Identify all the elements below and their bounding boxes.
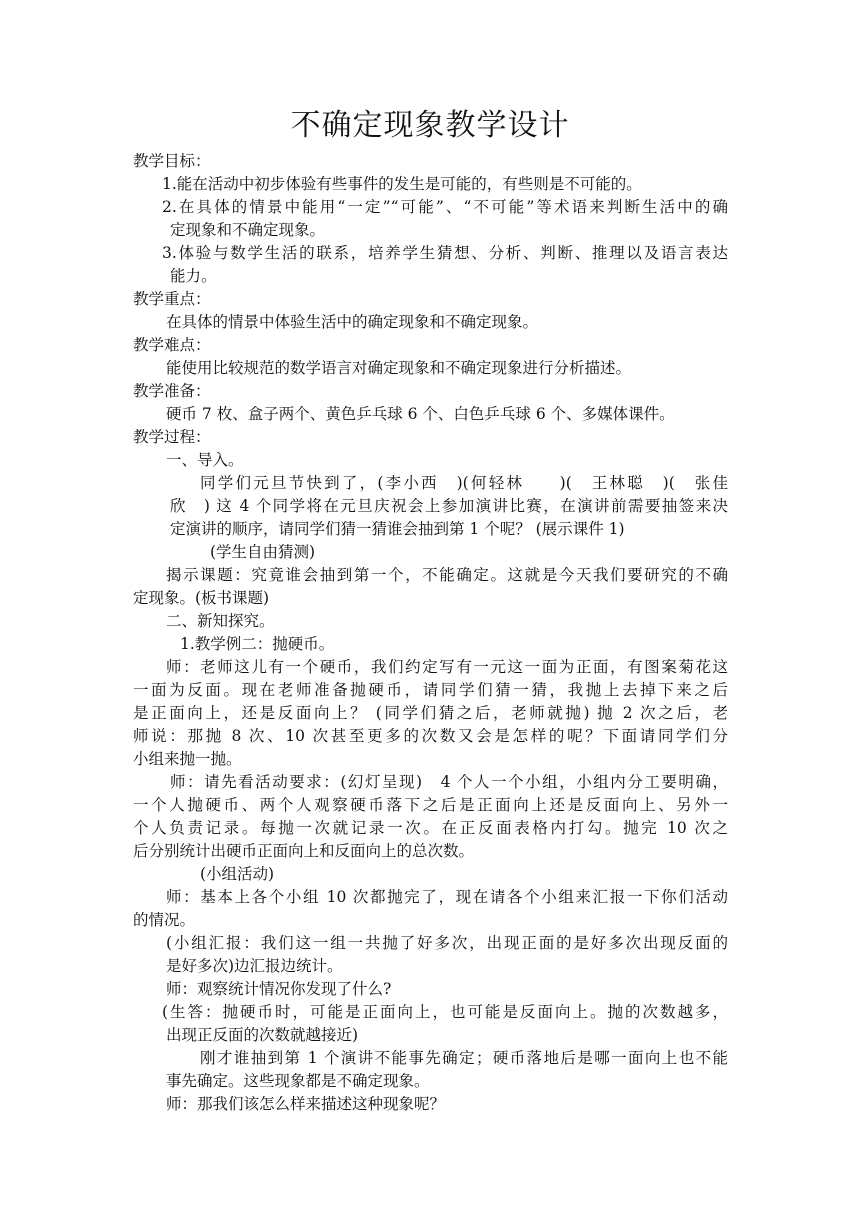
text-line: 2.在具体的情景中能用“一定”“可能”、“不可能”等术语来判断生活中的确 xyxy=(162,198,728,216)
text-line: 3.体验与数学生活的联系，培养学生猜想、分析、判断、推理以及语言表达 xyxy=(162,244,728,262)
subsection-coin-toss: 1.教学例二：抛硬币。 xyxy=(180,635,335,653)
text-line: 欣 ) 这 4 个同学将在元旦庆祝会上参加演讲比赛，在演讲前需要抽签来决 xyxy=(170,497,728,515)
text-line: 师：基本上各个小组 10 次都抛完了，现在请各个小组来汇报一下你们活动 xyxy=(166,888,728,906)
text-line: 师：老师这儿有一个硬币，我们约定写有一元这一面为正面，有图案菊花这 xyxy=(166,658,728,676)
section-exploration: 二、新知探究。 xyxy=(166,612,275,630)
text-line: 1.能在活动中初步体验有些事件的发生是可能的，有些则是不可能的。 xyxy=(162,175,642,193)
heading-key-points: 教学重点： xyxy=(133,290,211,308)
heading-difficulties: 教学难点： xyxy=(133,336,211,354)
section-introduction: 一、导入。 xyxy=(166,451,244,469)
text-line: 的情况。 xyxy=(133,911,196,929)
text-line: 能使用比较规范的数学语言对确定现象和不确定现象进行分析描述。 xyxy=(166,359,632,377)
text-line: 定现象和不确定现象。 xyxy=(170,221,326,239)
text-line: 定演讲的顺序，请同学们猜一猜谁会抽到第 1 个呢？ (展示课件 1) xyxy=(170,520,625,538)
text-line: 是好多次)边汇报边统计。 xyxy=(166,957,343,975)
text-line: 个人负责记录。每抛一次就记录一次。在正反面表格内打勾。抛完 10 次之 xyxy=(133,819,728,837)
text-line: 师：请先看活动要求：(幻灯呈现) 4 个人一个小组，小组内分工要明确， xyxy=(170,773,728,791)
text-line: 后分别统计出硬币正面向上和反面向上的总次数。 xyxy=(133,842,475,860)
text-line: (小组汇报：我们这一组一共抛了好多次，出现正面的是好多次出现反面的 xyxy=(166,934,728,952)
heading-process: 教学过程： xyxy=(133,428,211,446)
text-line: 揭示课题：究竟谁会抽到第一个，不能确定。这就是今天我们要研究的不确 xyxy=(166,566,728,584)
text-line: 一面为反面。现在老师准备抛硬币，请同学们猜一猜，我抛上去掉下来之后 xyxy=(133,681,728,699)
text-line: 小组来抛一抛。 xyxy=(133,750,242,768)
text-line: 师说：那抛 8 次、10 次甚至更多的次数又会是怎样的呢？下面请同学们分 xyxy=(133,727,728,745)
heading-preparation: 教学准备： xyxy=(133,382,211,400)
text-line: 刚才谁抽到第 1 个演讲不能事先确定；硬币落地后是哪一面向上也不能 xyxy=(200,1049,728,1067)
text-line: 同学们元旦节快到了，(李小西 )(何轻林 )( 王林聪 )( 张佳 xyxy=(200,474,728,492)
document-title: 不确定现象教学设计 xyxy=(290,108,570,143)
text-line: (生答：抛硬币时，可能是正面向上，也可能是反面向上。抛的次数越多， xyxy=(162,1003,728,1021)
text-line: 出现正反面的次数就越接近) xyxy=(166,1026,359,1044)
text-line: 在具体的情景中体验生活中的确定现象和不确定现象。 xyxy=(166,313,539,331)
text-line: 一个人抛硬币、两个人观察硬币落下之后是正面向上还是反面向上、另外一 xyxy=(133,796,728,814)
text-line: 师：观察统计情况你发现了什么? xyxy=(166,980,392,998)
heading-objectives: 教学目标： xyxy=(133,152,211,170)
text-line: 硬币 7 枚、盒子两个、黄色乒乓球 6 个、白色乒乓球 6 个、多媒体课件。 xyxy=(166,405,675,423)
text-line: 能力。 xyxy=(170,267,217,285)
text-line: (小组活动) xyxy=(200,865,275,883)
text-line: (学生自由猜测) xyxy=(210,543,316,561)
text-line: 是正面向上，还是反面向上？ (同学们猜之后，老师就抛) 抛 2 次之后，老 xyxy=(133,704,728,722)
text-line: 事先确定。这些现象都是不确定现象。 xyxy=(166,1072,430,1090)
text-line: 定现象。(板书课题) xyxy=(133,589,270,607)
text-line: 师：那我们该怎么样来描述这种现象呢？ xyxy=(166,1095,446,1113)
